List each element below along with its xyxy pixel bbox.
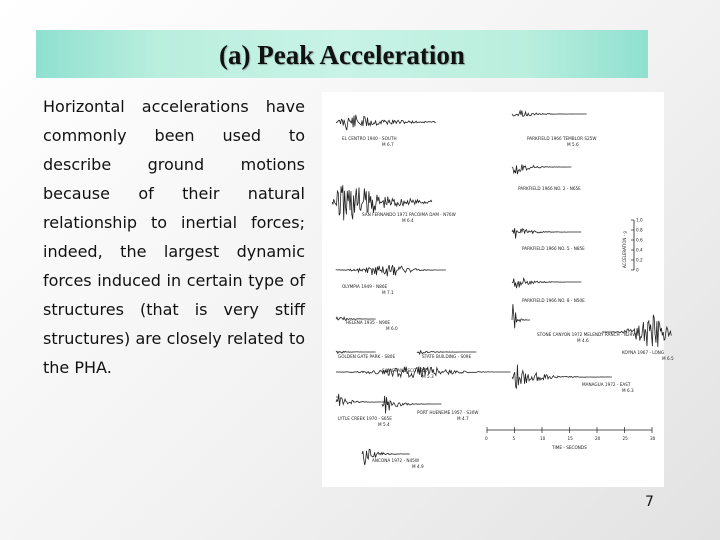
label-parkfield3: PARKFIELD 1966 NO. 5 - N85E: [522, 246, 585, 251]
label-parkfield2: PARKFIELD 1966 NO. 2 - N65E: [518, 186, 581, 191]
time-axis-tick-label: 10: [540, 436, 546, 441]
acc-scale-tick-label: 0.4: [636, 247, 643, 253]
magnitude-sanfrancisco: M 5.3: [422, 374, 434, 379]
magnitude-managua: M 6.3: [622, 388, 634, 393]
label-sanfrancisco: SAN FRANCISCO 1957: [382, 368, 429, 373]
magnitude-porthueneme: M 4.7: [457, 416, 469, 421]
label-elcentro: EL CENTRO 1940 - SOUTH: [342, 136, 397, 141]
magnitude-sanfernando: M 6.4: [402, 218, 414, 223]
trace-parkfield8: [512, 278, 581, 288]
acc-scale-tick-label: 0.6: [636, 237, 643, 243]
acc-scale-tick-label: 0.8: [636, 227, 643, 233]
slide-title: (a) Peak Acceleration: [219, 39, 465, 70]
magnitude-helena: M 6.0: [386, 326, 398, 331]
label-managua: MANAGUA 1972 - EAST: [582, 382, 631, 387]
label-ancona: ANCONA 1972 - N45W: [372, 458, 419, 463]
trace-koyna: [602, 315, 671, 347]
time-axis-tick-label: 25: [622, 436, 628, 441]
label-parkfield8: PARKFIELD 1966 NO. 8 - N50E: [522, 298, 585, 303]
body-paragraph: Horizontal accelerations have commonly been used to describe ground motions because of their natural relationship to inertial forces; indeed, the largest dynamic forces induced in certain type of structures (that is very stiff structures) are closely related to the PHA.: [43, 97, 305, 377]
magnitude-elcentro: M 6.7: [382, 142, 394, 147]
time-axis-tick-label: 15: [567, 436, 573, 441]
acc-scale-tick-label: 0: [636, 267, 639, 273]
label-statebuilding: STATE BUILDING - S09E: [422, 354, 472, 359]
trace-parkfield3: [512, 228, 581, 238]
time-axis-tick-label: 5: [512, 436, 516, 441]
label-helena: HELENA 1935 - N90E: [346, 320, 391, 325]
magnitude-olympia: M 7.1: [382, 290, 394, 295]
acc-scale-label: ACCELERATION - g: [622, 231, 627, 268]
label-olympia: OLYMPIA 1949 - N86E: [342, 284, 388, 289]
trace-stonecanyon: [512, 304, 530, 328]
label-koyna: KOYNA 1967 - LONG: [622, 350, 665, 355]
magnitude-littlecreek: M 5.4: [378, 422, 390, 427]
body-text: [43, 92, 305, 382]
magnitude-ancona: M 4.9: [412, 464, 424, 469]
trace-parkfield_tembl: [512, 111, 587, 117]
trace-olympia: [336, 265, 446, 276]
title-bar: [36, 30, 648, 78]
label-porthueneme: PORT HUENEME 1957 - S30W: [417, 410, 479, 415]
label-stonecanyon: STONE CANYON 1972 MELENDY RANCH - N29W: [537, 332, 637, 337]
trace-elcentro: [336, 115, 436, 130]
label-sanfernando: SAN FERNANDO 1971 PACOIMA DAM - N76W: [362, 212, 456, 217]
trace-littlecreek: [336, 394, 386, 406]
time-axis-tick-label: 30: [650, 436, 656, 441]
seismogram-figure: [322, 92, 674, 487]
time-axis-tick-label: 20: [595, 436, 601, 441]
label-littlecreek: LYTLE CREEK 1970 - S65E: [338, 416, 392, 421]
acc-scale-tick-label: 0.2: [636, 257, 643, 263]
acc-scale-tick-label: 1.0: [636, 217, 643, 223]
label-goldengate: GOLDEN GATE PARK - S80E: [338, 354, 396, 359]
trace-parkfield2: [512, 164, 571, 174]
magnitude-koyna: M 6.5: [662, 356, 674, 361]
label-parkfield_tembl: PARKFIELD 1966 TEMBLOR S25W: [527, 136, 597, 141]
page-number: 7: [645, 494, 654, 510]
time-axis-tick-label: 0: [485, 436, 488, 441]
time-axis-label: TIME - SECONDS: [552, 445, 587, 450]
magnitude-parkfield_tembl: M 5.6: [567, 142, 579, 147]
seismogram-canvas: [322, 92, 674, 487]
magnitude-stonecanyon: M 4.6: [577, 338, 589, 343]
